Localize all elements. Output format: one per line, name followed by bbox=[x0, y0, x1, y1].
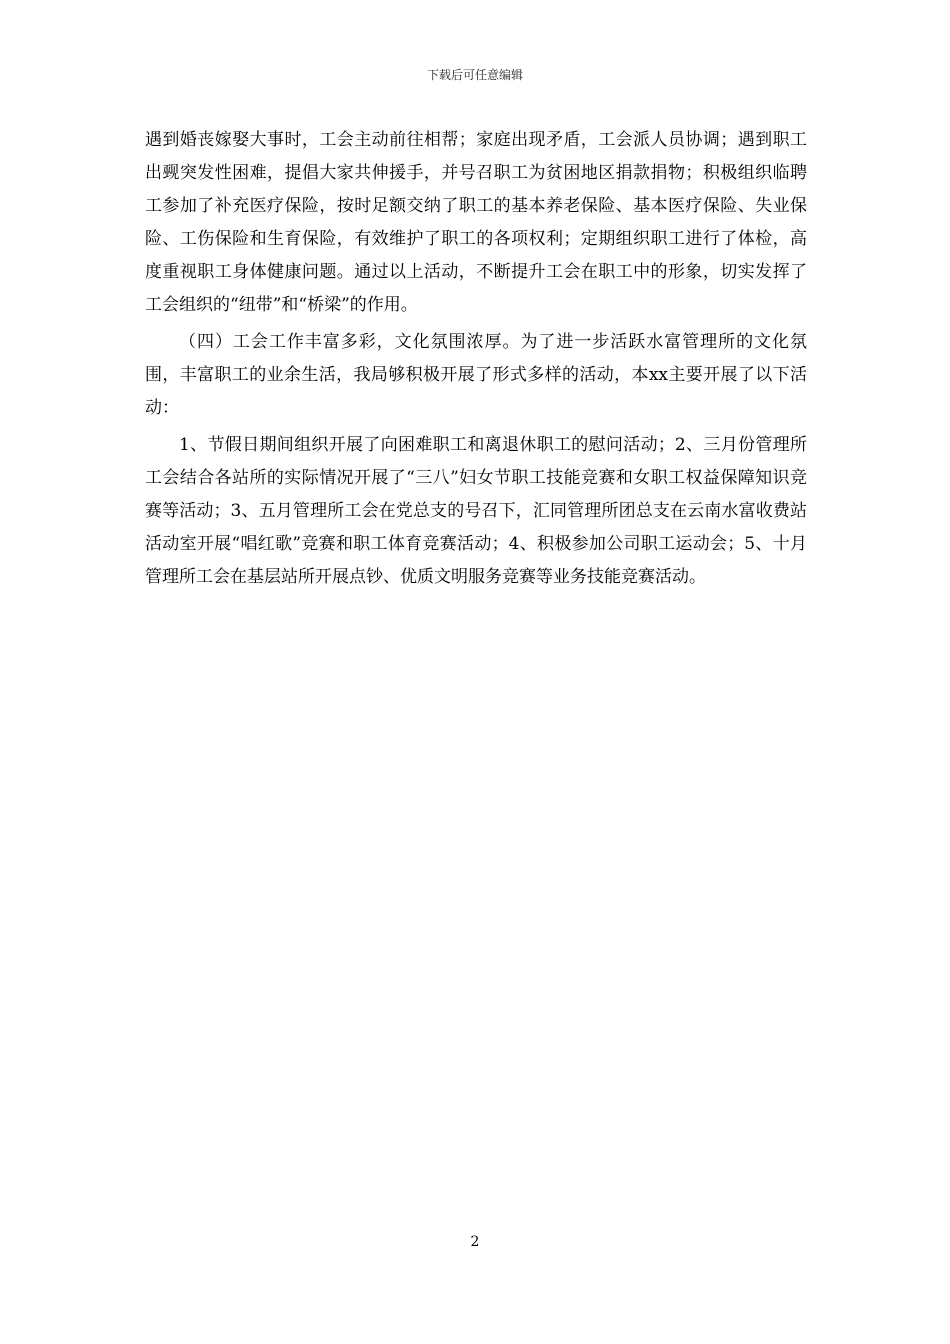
document-body bbox=[145, 124, 807, 594]
paragraph-continuation: 遇到婚丧嫁娶大事时，工会主动前往相帮；家庭出现矛盾，工会派人员协调；遇到职工出觋突发性困难，提倡大家共伸援手，并号召职工为贫困地区捐款捐物；积极组织临聘工参加了补充医疗保险，按时足额交纳了职工的基本养老保险、基本医疗保险、失业保险、工伤保险和生育保险，有效维护了职工的各项权利；定期组织职工进行了体检，高度重视职工身体健康问题。通过以上活动，不断提升工会在职工中的形象，切实发挥了工会组织的“纽带”和“桥梁”的作用。 bbox=[145, 130, 807, 315]
paragraph-section-four: （四）工会工作丰富多彩，文化氛围浓厚。为了进一步活跃水富管理所的文化氛围，丰富职工的业余生活，我局够积极开展了形式多样的活动，本xx主要开展了以下活动： bbox=[145, 332, 807, 418]
page-header-note: 下载后可任意编辑 bbox=[426, 68, 523, 82]
paragraph-activities-list: 1、节假日期间组织开展了向困难职工和离退休职工的慰问活动；2、三月份管理所工会结合各站所的实际情况开展了“三八”妇女节职工技能竞赛和女职工权益保障知识竞赛等活动；3、五月管理所工会在党总支的号召下，汇同管理所团总支在云南水富收费站活动室开展“唱红歌”竞赛和职工体育竞赛活动；4、积极参加公司职工运动会；5、十月管理所工会在基层站所开展点钞、优质文明服务竞赛等业务技能竞赛活动。 bbox=[145, 435, 807, 587]
page-number: 2 bbox=[470, 1234, 480, 1250]
